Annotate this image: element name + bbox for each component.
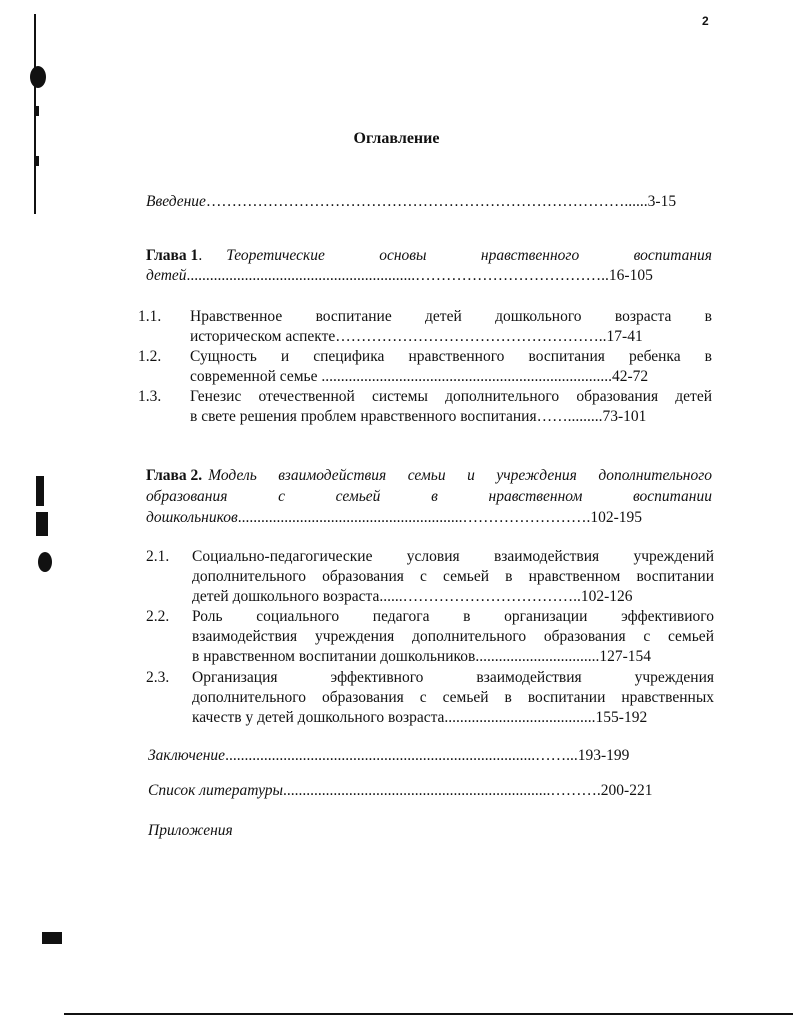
chapter1-title-line1: Теоретические основы нравственного воспитания <box>226 247 712 264</box>
section-2-1-line2: дополнительного образования с семьей в нравственном воспитании <box>192 568 714 585</box>
literature-label: Список литературы <box>148 782 284 799</box>
toc-entry-literature: Список литературы.....................................................................……….200-221 <box>148 782 653 799</box>
chapter2-leader: ..........................................................……………………. <box>237 509 591 526</box>
section-2-1-pages: 102-126 <box>580 588 633 605</box>
conclusion-pages: 193-199 <box>577 747 630 764</box>
scan-mark <box>42 932 62 944</box>
chapter1-leader: ...........................................................……………………………….. <box>186 267 609 284</box>
chapter2-title-cont <box>146 508 712 528</box>
chapter1-title-line2: детей <box>146 267 187 284</box>
toc-entry-intro <box>146 192 712 212</box>
scan-mark <box>35 156 39 166</box>
chapter2-title-line3: дошкольников <box>146 509 238 526</box>
section-2-3-pages: 155-192 <box>595 709 648 726</box>
section-num: 2.1. <box>146 548 170 565</box>
section-1-1-line2: историческом аспекте……………………………………………..17-41 <box>190 328 643 345</box>
appendix-label: Приложения <box>148 822 233 839</box>
intro-label: Введение <box>146 193 206 210</box>
section-num: 2.2. <box>146 608 170 625</box>
section-2-1-line1: Социально-педагогические условия взаимодействия учреждений <box>192 548 714 565</box>
intro-leader: ………………………………………………………………………...... <box>205 193 648 210</box>
conclusion-label: Заключение <box>148 747 226 764</box>
section-1-2-pages: 42-72 <box>611 368 649 385</box>
scan-blot <box>38 552 52 572</box>
section-1-3-pages: 73-101 <box>602 408 647 425</box>
section-num: 2.3. <box>146 669 170 686</box>
page-number: 2 <box>702 14 709 28</box>
chapter2-heading <box>146 466 712 486</box>
section-2-2-line3: в нравственном воспитании дошкольников................................127-154 <box>192 648 651 665</box>
chapter1-dot: . <box>198 247 203 264</box>
toc-entry-appendix <box>148 821 233 841</box>
chapter1-prefix: Глава 1 <box>146 247 199 264</box>
chapter2-title-line1: Модель взаимодействия семьи и учреждения дополнительного <box>208 467 712 484</box>
section-2-2-line1: Роль социального педагога в организации эффективиого <box>192 608 714 625</box>
chapter1-pages: 16-105 <box>608 267 653 284</box>
section-2-3-line1: Организация эффективного взаимодействия учреждения <box>192 669 714 686</box>
chapter1-title-cont <box>146 266 712 286</box>
chapter1-heading <box>146 246 712 266</box>
chapter2-prefix: Глава 2. <box>146 467 203 484</box>
section-num: 1.1. <box>138 308 162 325</box>
section-num: 1.2. <box>138 348 162 365</box>
page-title: Оглавление <box>353 130 440 147</box>
chapter2-title-line2: образования с семьей в нравственном воспитании <box>146 488 712 505</box>
scan-blot <box>30 66 46 88</box>
section-num: 1.3. <box>138 388 162 405</box>
scan-bottom-line <box>64 1013 793 1015</box>
section-1-2-line1: Сущность и специфика нравственного воспитания ребенка в <box>190 348 712 365</box>
chapter2-pages: 102-195 <box>590 509 643 526</box>
scan-mark <box>36 512 48 536</box>
section-1-3-line2: в свете решения проблем нравственного воспитания…….........73-101 <box>190 408 647 425</box>
section-2-3-line3: качеств у детей дошкольного возраста.......................................155-192 <box>192 709 648 726</box>
section-2-3-line2: дополнительного образования с семьей в воспитании нравственных <box>192 689 714 706</box>
toc-entry-conclusion: Заключение................................................................................……...193-199 <box>148 747 630 764</box>
section-2-2-line2: взаимодействия учреждения дополнительного образования с семьей <box>192 628 714 645</box>
section-1-1-line1: Нравственное воспитание детей дошкольного возраста в <box>190 308 712 325</box>
section-2-1-line3: детей дошкольного возраста......……………………………..102-126 <box>192 588 633 605</box>
intro-pages: 3-15 <box>647 193 677 210</box>
section-1-1-pages: 17-41 <box>606 328 643 345</box>
section-1-3-line1: Генезис отечественной системы дополнительного образования детей <box>190 388 712 405</box>
scan-mark <box>36 476 44 506</box>
scan-mark <box>35 106 39 116</box>
section-2-2-pages: 127-154 <box>599 648 651 665</box>
section-1-2-line2: современной семье ...........................................................................42-72 <box>190 368 649 385</box>
literature-pages: 200-221 <box>600 782 653 799</box>
